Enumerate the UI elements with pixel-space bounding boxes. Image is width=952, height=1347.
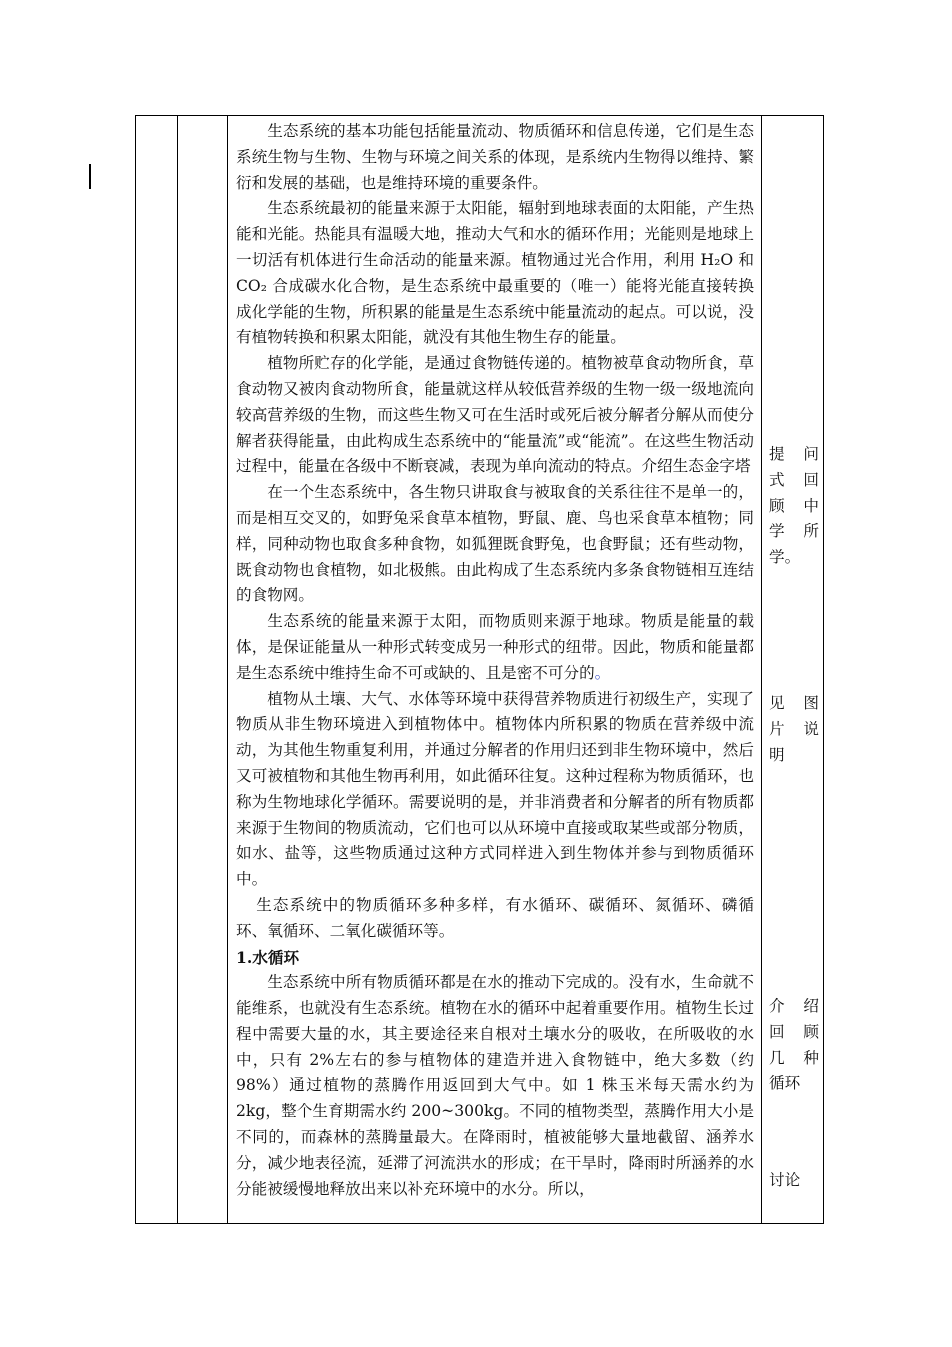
side-note-cycles: 介 绍 回 顾 几 种 循环	[769, 997, 819, 1093]
paragraph-matter-energy-text: 生态系统的能量来源于太阳，而物质则来源于地球。物质是能量的载体，是保证能量从一种形式转变成另一种形式的纽带。因此，物质和能量都是生态系统中维持生命不可或缺的、且是密不可分的	[236, 612, 754, 682]
lesson-table	[135, 115, 824, 1224]
paragraph-cycle-types: 生态系统中的物质循环多种多样，有水循环、碳循环、氮循环、磷循环、氧循环、二氧化碳循环等。	[236, 895, 754, 940]
paragraph-functions: 生态系统的基本功能包括能量流动、物质循环和信息传递，它们是生态系统生物与生物、生物与环境之间关系的体现，是系统内生物得以维持、繁衍和发展的基础，也是维持环境的重要条件。	[236, 122, 754, 192]
paragraph-food-chain: 植物所贮存的化学能，是通过食物链传递的。植物被草食动物所食，草食动物又被肉食动物所食，能量就这样从较低营养级的生物一级一级地流向较高营养级的生物，而这些生物又可在生活时或死后被分解者分解从而使分解者获得能量，由此构成生态系统中的“能量流”或“能流”。在这些生物活动过程中，能量在各级中不断衰减，表现为单向流动的特点。介绍生态金字塔	[236, 354, 754, 476]
content-column	[236, 119, 754, 1202]
paragraph-water-cycle: 生态系统中所有物质循环都是在水的推动下完成的。没有水，生命就不能维系，也就没有生态系统。植物在水的循环中起着重要作用。植物生长过程中需要大量的水，其主要途径来自根对土壤水分的吸收，在所吸收的水中，只有 2%左右的参与植物体的建造并进入食物链中，绝大多数（约 98%）通过植物的蒸腾作用返回到大气中。如 1 株玉米每天需水约为 2kg，整个生育期需水约 200~300kg。不同的植物类型，蒸腾作用大小是不同的，而森林的蒸腾量最大。在降雨时，植被能够大量地截留、涵养水分，减少地表径流，延滞了河流洪水的形成；在干旱时，降雨时所涵养的水分能被缓慢地释放出来以补充环境中的水分。所以，	[236, 973, 754, 1198]
paragraph-matter-cycle: 植物从土壤、大气、水体等环境中获得营养物质进行初级生产，实现了物质从非生物环境进入到植物体中。植物体内所积累的物质在营养级中流动，为其他生物重复利用，并通过分解者的作用归还到非生物环境中，然后又可被植物和其他生物再利用，如此循环往复。这种过程称为物质循环，也称为生物地球化学循环。需要说明的是，并非消费者和分解者的所有物质都来源于生物间的物质流动，它们也可以从环境中直接或取某些或部分物质，如水、盐等，这些物质通过这种方式同样进入到生物体并参与到物质循环中。	[236, 689, 754, 889]
column-divider-2	[227, 116, 228, 1223]
text-cursor	[89, 164, 91, 189]
side-note-figure: 见 图 片 说 明	[769, 694, 819, 764]
paragraph-end-mark: 。	[594, 663, 611, 682]
paragraph-matter-energy	[236, 609, 754, 686]
column-divider-1	[177, 116, 178, 1223]
side-note-discussion: 讨论	[769, 1171, 801, 1189]
side-note-review: 提 问 式 回 顾 中 学 所 学。	[769, 445, 819, 567]
section-heading-water-cycle: 1.水循环	[236, 947, 300, 967]
paragraph-food-web: 在一个生态系统中，各生物只讲取食与被取食的关系往往不是单一的，而是相互交叉的，如野兔采食草本植物，野鼠、鹿、鸟也采食草本植物；同样，同种动物也取食多种食物，如狐狸既食野兔，也食野鼠；还有些动物，既食动物也食植物，如北极熊。由此构成了生态系统内多条食物链相互连结的食物网。	[236, 483, 754, 605]
paragraph-energy-source: 生态系统最初的能量来源于太阳能，辐射到地球表面的太阳能，产生热能和光能。热能具有温暖大地，推动大气和水的循环作用；光能则是地球上一切活有机体进行生命活动的能量来源。植物通过光合作用，利用 H₂O 和 CO₂ 合成碳水化合物，是生态系统中最重要的（唯一）能将光能直接转换成化学能的生物，所积累的能量是生态系统中能量流动的起点。可以说，没有植物转换和积累太阳能，就没有其他生物生存的能量。	[236, 199, 754, 347]
column-divider-3	[761, 116, 762, 1223]
